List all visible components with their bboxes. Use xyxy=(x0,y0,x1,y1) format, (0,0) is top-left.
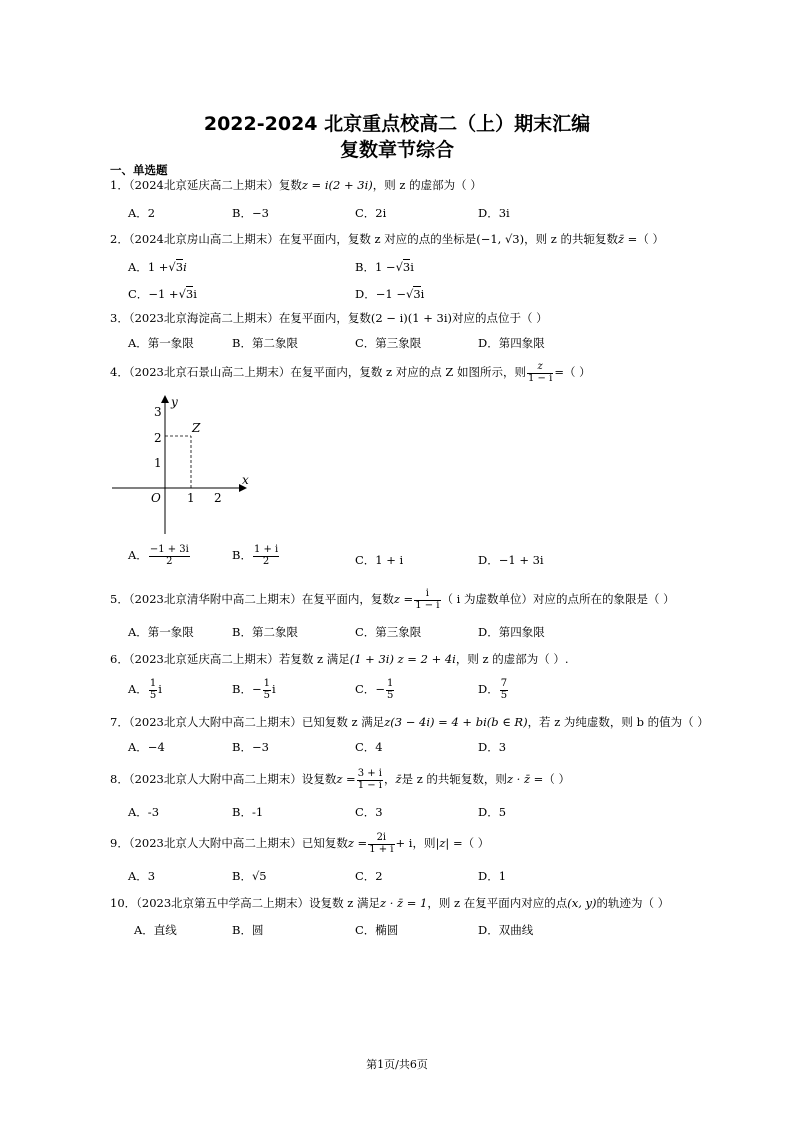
y-tick-1: 1 xyxy=(154,456,162,470)
document-subtitle: 复数章节综合 xyxy=(339,139,454,161)
q2-option-b[interactable]: B．1 −√3i xyxy=(355,260,414,274)
q2-option-c[interactable]: C．−1 +√3i xyxy=(128,287,197,301)
q7-expression: z(3 − 4i) = 4 + bi(b ∈ R) xyxy=(384,715,528,729)
q6-option-d[interactable]: D． $\frac{7}{5}$ xyxy=(478,678,508,701)
q10-option-b[interactable]: B．圆 xyxy=(232,923,264,937)
question-8-stem: 8．（2023北京人大附中高二上期末）设复数z = $\frac{3 + i}{1 - i}$ ，z̄是 z 的共轭复数，则z · z̄ =（ ） xyxy=(110,768,570,791)
question-1-stem: 1．（2024北京延庆高二上期末）复数z = i(2 + 3i)，则 z 的虚部为（ ） xyxy=(110,178,482,192)
page-footer: 第1页/共6页 xyxy=(366,1058,428,1071)
q7-option-d[interactable]: D．3 xyxy=(478,740,507,754)
y-tick-2: 2 xyxy=(154,431,162,445)
q9-fraction: $\frac{2i}{1 + i}$ xyxy=(369,832,394,855)
q10-option-c[interactable]: C．椭圆 xyxy=(355,923,399,937)
q4-option-a[interactable]: A． $\frac{-1 + 3i}{2}$ xyxy=(128,544,189,567)
question-3-stem: 3．（2023北京海淀高二上期末）在复平面内，复数(2 − i)(1 + 3i)对应的点位于（ ） xyxy=(110,311,548,325)
question-10-stem: 10．（2023北京第五中学高二上期末）设复数 z 满足z · z̄ = 1，则 z 在复平面内对应的点(x, y)的轨迹为（ ） xyxy=(110,896,670,910)
q1-option-a[interactable]: A．2 xyxy=(128,206,156,220)
q8-option-b[interactable]: B．-1 xyxy=(232,805,264,819)
q6-expression: (1 + 3i) z = 2 + 4i xyxy=(349,652,456,666)
q1-option-b[interactable]: B．−3 xyxy=(232,206,269,220)
q4-fraction: $\frac{z}{1 - i}$ xyxy=(528,361,553,384)
point-label: Z xyxy=(192,421,201,435)
origin-label: O xyxy=(151,491,161,505)
q3-option-b[interactable]: B．第二象限 xyxy=(232,336,298,350)
question-6-stem: 6．（2023北京延庆高二上期末）若复数 z 满足(1 + 3i) z = 2 + 4i，则 z 的虚部为（ ）. xyxy=(110,652,569,666)
q3-option-a[interactable]: A．第一象限 xyxy=(128,336,194,350)
q1-option-d[interactable]: D．3i xyxy=(478,206,510,220)
q10-option-d[interactable]: D．双曲线 xyxy=(478,923,534,937)
q8-option-c[interactable]: C．3 xyxy=(355,805,383,819)
question-2-stem: 2．（2024北京房山高二上期末）在复平面内，复数 z 对应的点的坐标是(−1, √3)，则 z 的共轭复数z̄ =（ ） xyxy=(110,232,664,246)
q10-option-a[interactable]: A．直线 xyxy=(134,923,177,937)
y-tick-3: 3 xyxy=(154,405,162,419)
q1-option-c[interactable]: C．2i xyxy=(355,206,387,220)
q8-fraction: $\frac{3 + i}{1 - i}$ xyxy=(357,768,382,791)
question-5-stem: 5．（2023北京清华附中高二上期末）在复平面内，复数z = $\frac{i}{1 - i}$ （ i 为虚数单位）对应的点所在的象限是（ ） xyxy=(110,588,675,611)
q4-option-b[interactable]: B． $\frac{1 + i}{2}$ xyxy=(232,544,279,567)
x-axis-label: x xyxy=(242,473,249,487)
section-heading: 一、单选题 xyxy=(110,163,168,177)
q3-option-c[interactable]: C．第三象限 xyxy=(355,336,422,350)
q9-option-a[interactable]: A．3 xyxy=(128,869,156,883)
q9-option-d[interactable]: D．1 xyxy=(478,869,507,883)
q8-option-a[interactable]: A．-3 xyxy=(128,805,160,819)
q9-option-c[interactable]: C．2 xyxy=(355,869,383,883)
q6-option-c[interactable]: C．− $\frac{1}{5}$ xyxy=(355,678,394,701)
q1-expression: z = i(2 + 3i) xyxy=(301,178,373,192)
q9-option-b[interactable]: B．√5 xyxy=(232,869,267,883)
q5-fraction: $\frac{i}{1 - i}$ xyxy=(415,588,440,611)
q6-option-a[interactable]: A． $\frac{1}{5}$ i xyxy=(128,678,162,701)
q10-expression: z · z̄ = 1 xyxy=(380,896,428,910)
y-axis-label: y xyxy=(171,395,178,409)
q2-option-a[interactable]: A．1 +√3i xyxy=(128,260,187,274)
x-tick-2: 2 xyxy=(214,491,222,505)
question-9-stem: 9．（2023北京人大附中高二上期末）已知复数z = $\frac{2i}{1 + i}$ + i，则|z| =（ ） xyxy=(110,832,490,855)
q5-option-d[interactable]: D．第四象限 xyxy=(478,625,545,639)
q3-expression: (2 − i)(1 + 3i) xyxy=(370,311,452,325)
q2-option-d[interactable]: D．−1 −√3i xyxy=(355,287,425,301)
q7-option-b[interactable]: B．−3 xyxy=(232,740,269,754)
q5-option-c[interactable]: C．第三象限 xyxy=(355,625,422,639)
q7-option-c[interactable]: C．4 xyxy=(355,740,383,754)
complex-plane-figure xyxy=(110,392,260,537)
x-tick-1: 1 xyxy=(187,491,195,505)
q8-option-d[interactable]: D．5 xyxy=(478,805,507,819)
question-4-stem: 4．（2023北京石景山高二上期末）在复平面内，复数 z 对应的点 Z 如图所示，则 $\frac{z}{1 - i}$ =（ ） xyxy=(110,361,591,384)
q3-option-d[interactable]: D．第四象限 xyxy=(478,336,545,350)
q5-option-b[interactable]: B．第二象限 xyxy=(232,625,298,639)
q2-coordinate: (−1, √3) xyxy=(476,232,525,246)
q4-option-c[interactable]: C．1 + i xyxy=(355,553,404,567)
document-title: 2022-2024 北京重点校高二（上）期末汇编 xyxy=(203,113,591,135)
question-7-stem: 7．（2023北京人大附中高二上期末）已知复数 z 满足z(3 − 4i) = 4 + bi(b ∈ R)，若 z 为纯虚数，则 b 的值为（ ） xyxy=(110,715,709,729)
q5-option-a[interactable]: A．第一象限 xyxy=(128,625,194,639)
q6-option-b[interactable]: B．− $\frac{1}{5}$ i xyxy=(232,678,276,701)
q4-option-d[interactable]: D．−1 + 3i xyxy=(478,553,544,567)
q2-conjugate: z̄ = xyxy=(617,232,638,246)
q7-option-a[interactable]: A．−4 xyxy=(128,740,165,754)
